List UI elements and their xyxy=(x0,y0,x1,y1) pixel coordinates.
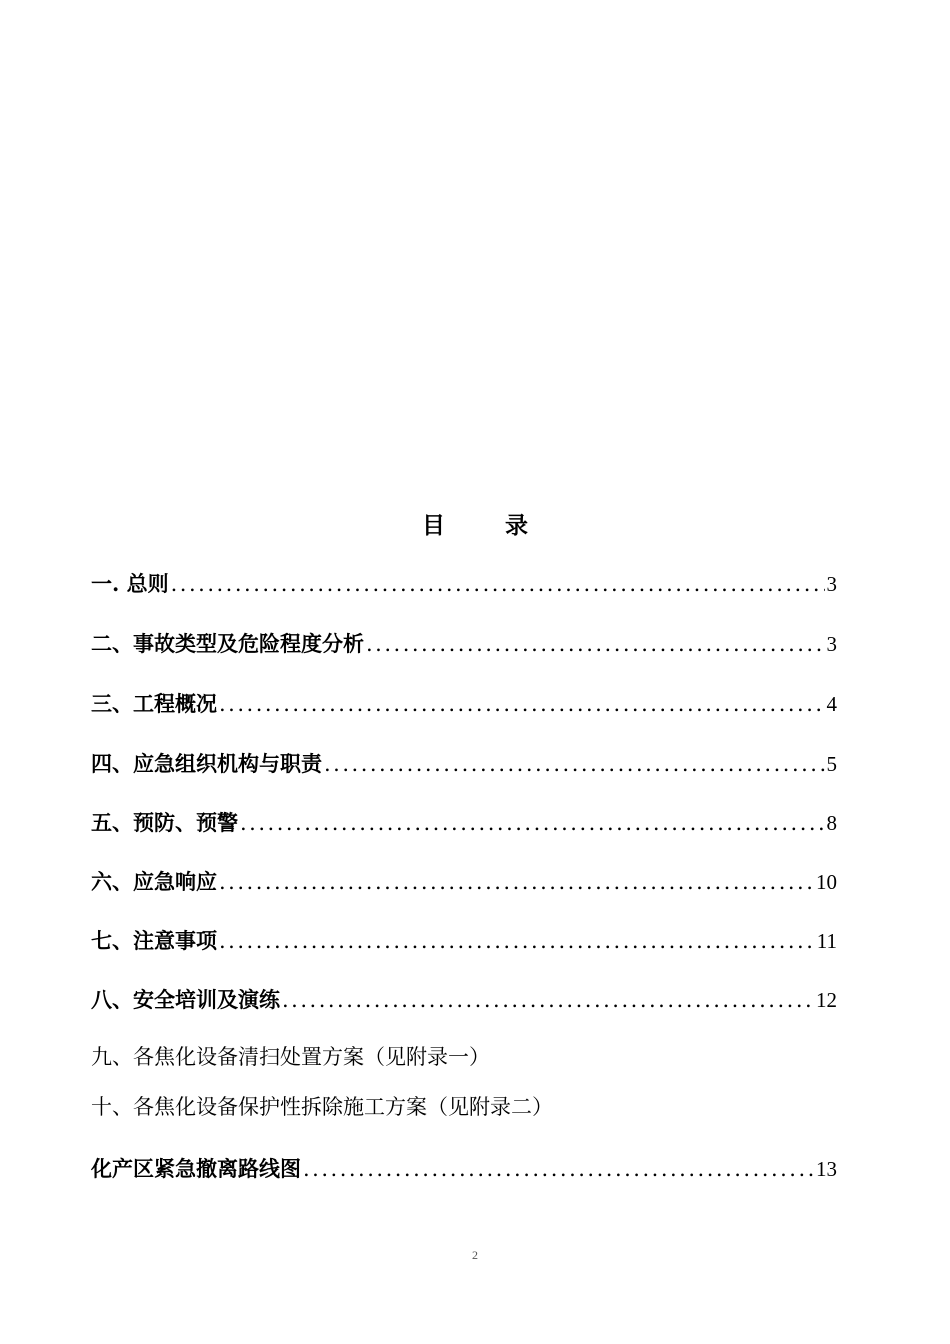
page-number: 2 xyxy=(472,1248,478,1262)
toc-leader-dots xyxy=(303,1151,814,1187)
toc-entry-label: 一. 总则 xyxy=(91,571,169,596)
toc-entry-page: 13 xyxy=(816,1157,837,1181)
toc-entry-page: 4 xyxy=(826,692,837,716)
toc-leader-dots xyxy=(219,864,814,900)
toc-entry-page: 3 xyxy=(826,632,837,656)
toc-entry-precautions[interactable] xyxy=(91,923,837,959)
toc-entry-safety-training[interactable] xyxy=(91,982,837,1018)
toc-leader-dots xyxy=(324,746,825,782)
toc-list xyxy=(91,566,837,1187)
toc-leader-dots xyxy=(240,805,825,841)
toc-entry-label: 三、工程概况 xyxy=(91,691,217,716)
toc-entry-label: 五、预防、预警 xyxy=(91,810,238,835)
toc-entry-project-overview[interactable] xyxy=(91,686,837,722)
toc-entry-label: 八、安全培训及演练 xyxy=(91,987,280,1012)
toc-entry-page: 8 xyxy=(826,811,837,835)
toc-entry-page: 10 xyxy=(816,870,837,894)
toc-title: 目 录 xyxy=(421,512,554,539)
toc-entry-dismantling-plan[interactable] xyxy=(91,1089,837,1125)
toc-entry-label: 四、应急组织机构与职责 xyxy=(91,751,322,776)
toc-entry-page: 3 xyxy=(826,572,837,596)
toc-leader-dots xyxy=(219,686,825,722)
toc-leader-dots xyxy=(282,982,814,1018)
toc-entry-label: 九、各焦化设备清扫处置方案（见附录一） xyxy=(91,1045,490,1069)
toc-entry-label: 十、各焦化设备保护性拆除施工方案（见附录二） xyxy=(91,1095,553,1119)
toc-entry-accident-types[interactable] xyxy=(91,626,837,662)
toc-entry-general-rules[interactable] xyxy=(91,566,837,602)
toc-entry-emergency-response[interactable] xyxy=(91,864,837,900)
toc-entry-label: 六、应急响应 xyxy=(91,869,217,894)
toc-leader-dots xyxy=(171,566,825,602)
toc-entry-emergency-organization[interactable] xyxy=(91,746,837,782)
toc-entry-cleaning-plan[interactable] xyxy=(91,1039,837,1075)
toc-entry-page: 5 xyxy=(826,752,837,776)
toc-entry-evacuation-route[interactable] xyxy=(91,1151,837,1187)
toc-entry-prevention-warning[interactable] xyxy=(91,805,837,841)
toc-leader-dots xyxy=(219,923,815,959)
toc-leader-dots xyxy=(366,626,825,662)
toc-entry-label: 七、注意事项 xyxy=(91,928,217,953)
toc-entry-page: 12 xyxy=(816,988,837,1012)
toc-entry-label: 二、事故类型及危险程度分析 xyxy=(91,631,364,656)
toc-entry-page: 11 xyxy=(816,929,837,953)
toc-entry-label: 化产区紧急撤离路线图 xyxy=(91,1156,301,1181)
